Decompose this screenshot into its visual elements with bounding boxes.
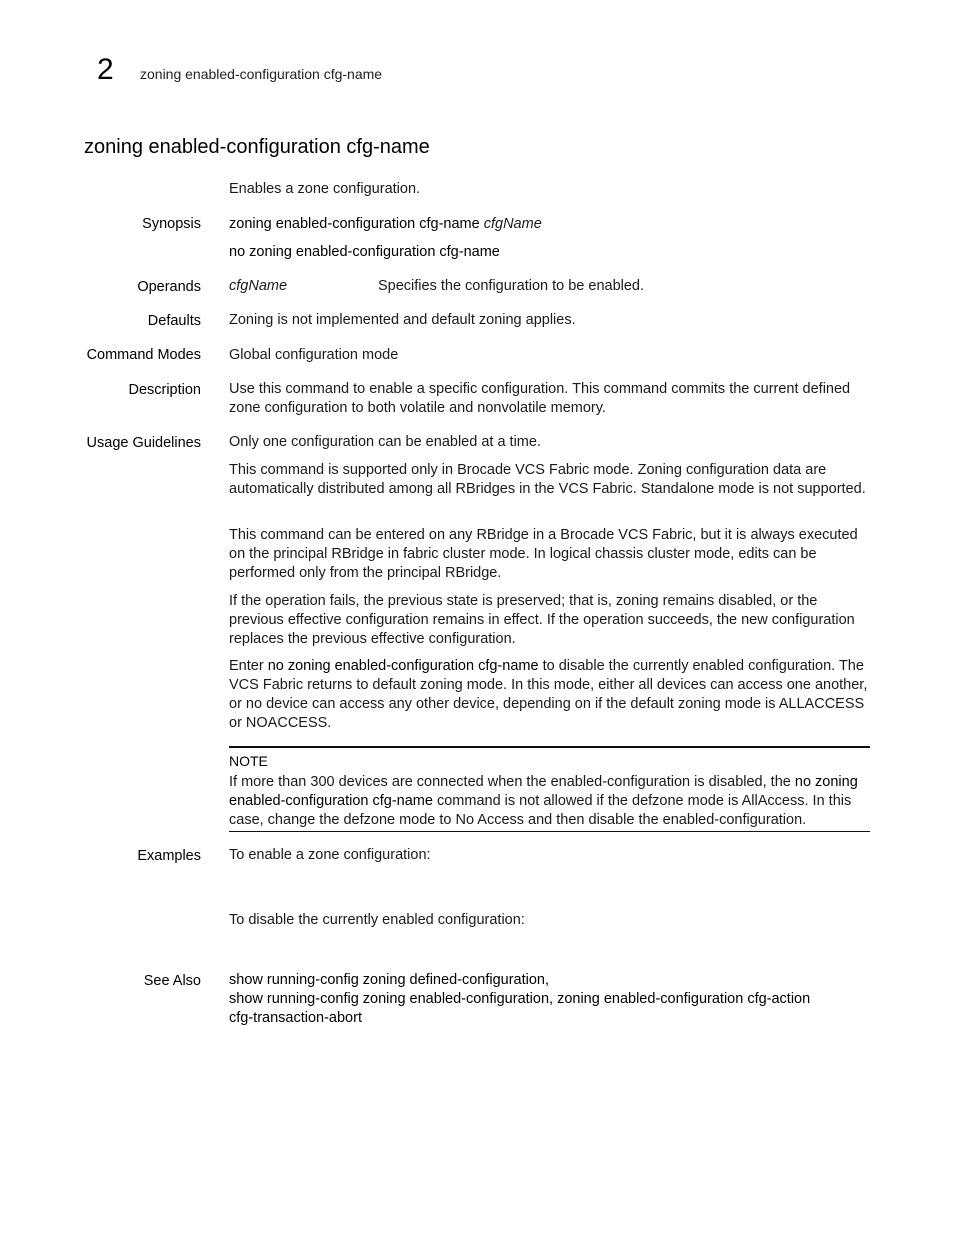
see-also-line-3[interactable]: cfg-transaction-abort — [229, 1010, 362, 1026]
description-text: Use this command to enable a specific configuration. This command commits the current defined zone configuration to both volatile and nonvolatile memory. — [229, 381, 851, 416]
see-also-label: See Also — [143, 973, 201, 989]
examples-label: Examples — [137, 848, 201, 864]
synopsis-command: zoning enabled-configuration cfg-name — [229, 216, 480, 232]
usage-guidelines-label: Usage Guidelines — [86, 435, 201, 451]
usage-p5-command: no zoning enabled-configuration cfg-name — [267, 658, 539, 674]
example-1-text: To enable a zone configuration: — [229, 847, 431, 863]
usage-p5-rest: to disable the currently enabled configuration. The VCS Fabric returns to default zoning mode. In this mode, either all devices can access one another, or no device can access any other device, depending on if the default zoning mode is ALLACCESS or NOACCESS. — [229, 658, 868, 731]
chapter-number: 2 — [97, 53, 114, 86]
synopsis-line-2: no zoning enabled-configuration cfg-name — [229, 244, 500, 260]
defaults-label: Defaults — [147, 313, 201, 329]
synopsis-line-1 — [229, 215, 871, 234]
operand-name: cfgName — [229, 278, 288, 294]
page-title: zoning enabled-configuration cfg-name — [84, 136, 430, 158]
usage-paragraph-2: This command is supported only in Brocade VCS Fabric mode. Zoning configuration data are automatically distributed among all RBridges in the VCS Fabric. Standalone mode is not supported. — [229, 462, 866, 497]
note-command: no zoning enabled-configuration cfg-name — [229, 774, 858, 809]
command-summary: Enables a zone configuration. — [229, 181, 421, 197]
note-heading: NOTE — [229, 753, 268, 769]
command-modes-label: Command Modes — [86, 347, 201, 363]
running-header: zoning enabled-configuration cfg-name — [140, 66, 383, 82]
note-box — [229, 746, 870, 832]
note-rest: command is not allowed if the defzone mode is AllAccess. In this case, change the defzone mode to No Access and then disable the enabled-configuration. — [229, 793, 852, 828]
note-intro: If more than 300 devices are connected when the enabled-configuration is disabled, the — [229, 774, 795, 790]
see-also-line-2[interactable]: show running-config zoning enabled-configuration, zoning enabled-configuration cfg-action — [229, 991, 811, 1007]
synopsis-label: Synopsis — [142, 216, 201, 232]
note-body — [229, 773, 870, 830]
operands-label: Operands — [137, 279, 201, 295]
usage-paragraph-5 — [229, 657, 871, 733]
operand-description: Specifies the configuration to be enabled. — [378, 278, 645, 294]
usage-paragraph-4: If the operation fails, the previous state is preserved; that is, zoning remains disabled, or the previous effective configuration remains in effect. If the operation succeeds, the new configuration replaces the previous effective configuration. — [229, 593, 855, 647]
defaults-text: Zoning is not implemented and default zoning applies. — [229, 312, 576, 328]
description-label: Description — [128, 382, 201, 398]
command-modes-text: Global configuration mode — [229, 347, 399, 363]
usage-p5-intro: Enter — [229, 658, 268, 674]
example-2-text: To disable the currently enabled configuration: — [229, 912, 525, 928]
synopsis-argument: cfgName — [483, 216, 542, 232]
usage-paragraph-1: Only one configuration can be enabled at a time. — [229, 434, 541, 450]
usage-paragraph-3: This command can be entered on any RBridge in a Brocade VCS Fabric, but it is always executed on the principal RBridge in fabric cluster mode. In logical chassis cluster mode, edits can be performed only from the principal RBridge. — [229, 527, 858, 581]
see-also-line-1[interactable]: show running-config zoning defined-configuration, — [229, 972, 550, 988]
